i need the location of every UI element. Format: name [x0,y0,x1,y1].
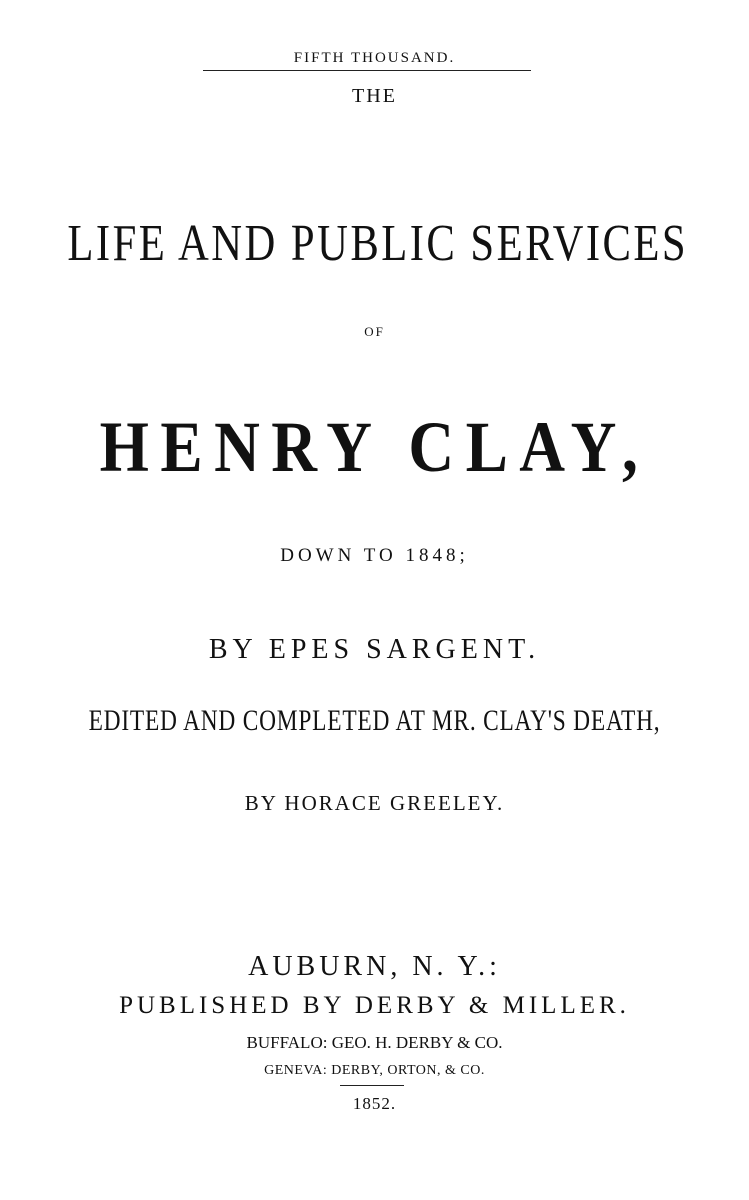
author-line: BY EPES SARGENT. [208,634,541,665]
imprint-rule [340,1085,404,1086]
imprint-year: 1852. [352,1094,397,1113]
editor-line: BY HORACE GREELEY. [244,791,505,815]
article-line: THE [352,85,397,107]
book-title: LIFE AND PUBLIC SERVICES [67,215,689,272]
imprint-branch-buffalo: BUFFALO: GEO. H. DERBY & CO. [246,1033,503,1052]
date-range-line: DOWN TO 1848; [280,545,469,566]
of-line: OF [364,324,385,339]
imprint-branch-geneva: GENEVA: DERBY, ORTON, & CO. [264,1063,485,1078]
imprint-city: AUBURN, N. Y.: [248,951,501,982]
top-rule [203,70,531,71]
editor-note-line: EDITED AND COMPLETED AT MR. CLAY'S DEATH, [88,704,661,737]
edition-line: FIFTH THOUSAND. [293,50,456,66]
imprint-publisher: PUBLISHED BY DERBY & MILLER. [119,992,630,1019]
subject-name: HENRY CLAY, [99,407,650,487]
